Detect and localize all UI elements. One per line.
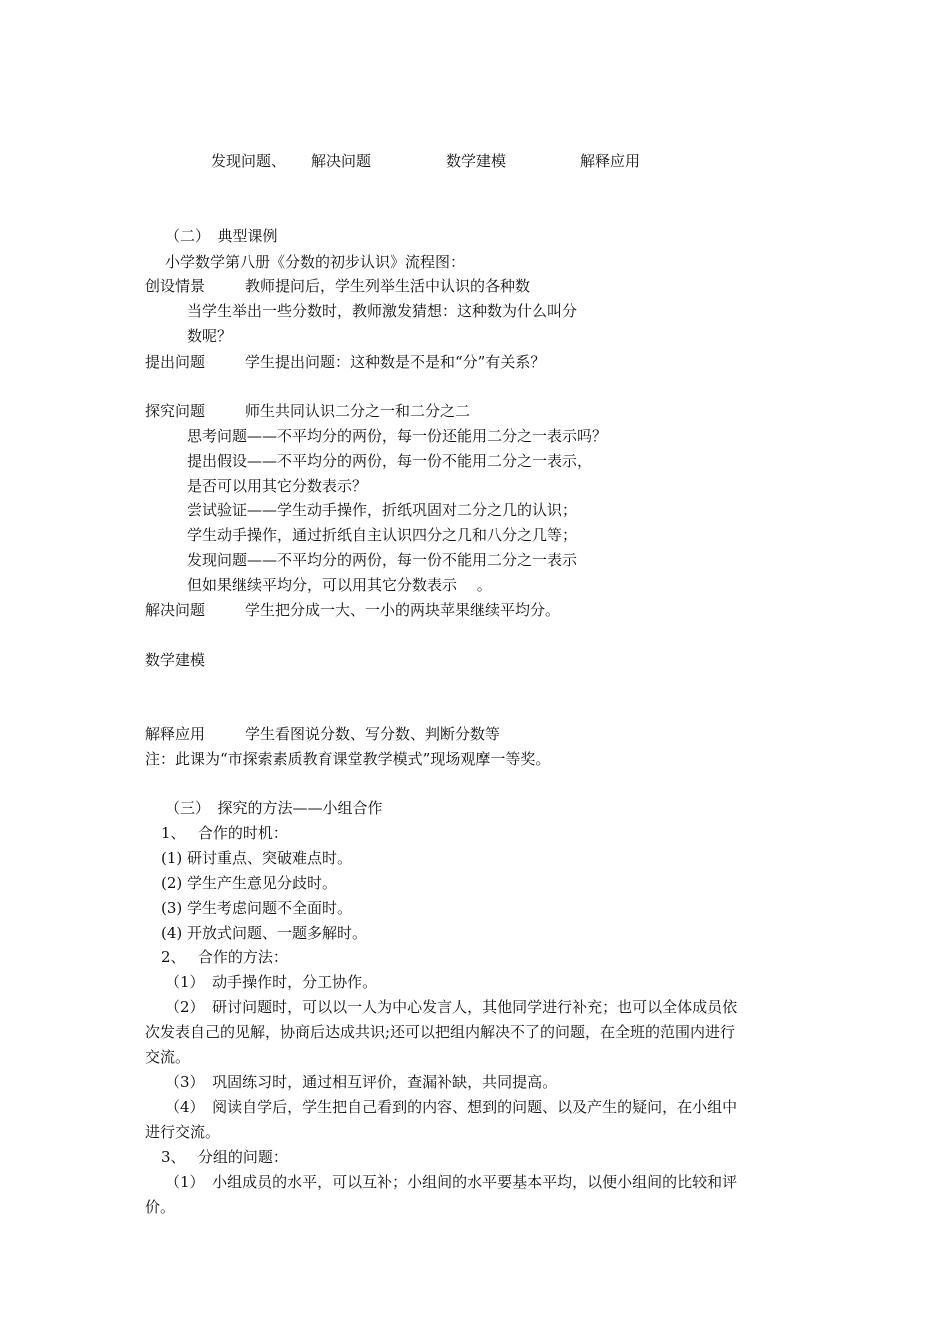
- stage-scene-sub: 数呢？: [187, 327, 233, 345]
- stage-scene: 创设情景: [145, 277, 206, 295]
- explore-line: 思考问题——不平均分的两份，每一份还能用二分之一表示吗？: [187, 427, 608, 445]
- stage-explore-text: 师生共同认识二分之一和二分之二: [245, 402, 471, 420]
- method-2-cont: 交流。: [145, 1048, 191, 1066]
- flow-step-discover: 发现问题、: [211, 152, 287, 170]
- section-2-heading: （二） 典型课例: [165, 227, 278, 245]
- stage-question: 提出问题: [145, 353, 206, 371]
- timing-item: (2) 学生产生意见分歧时。: [161, 874, 338, 892]
- method-4-cont: 进行交流。: [145, 1123, 221, 1141]
- explore-line: 但如果继续平均分，可以用其它分数表示 。: [187, 576, 492, 594]
- stage-model: 数学建模: [145, 651, 206, 669]
- flow-step-solve: 解决问题: [311, 152, 372, 170]
- stage-explore: 探究问题: [145, 402, 206, 420]
- timing-item: (4) 开放式问题、一题多解时。: [161, 924, 368, 942]
- method-1: （1） 动手操作时，分工协作。: [165, 973, 378, 991]
- method-4: （4） 阅读自学后，学生把自己看到的内容、想到的问题、以及产生的疑问，在小组中: [165, 1098, 738, 1116]
- explore-line: 学生动手操作，通过折纸自主认识四分之几和八分之几等；: [187, 526, 578, 544]
- flow-step-apply: 解释应用: [580, 152, 641, 170]
- grouping-1-cont: 价。: [145, 1198, 176, 1216]
- explore-line: 尝试验证——学生动手操作，折纸巩固对二分之几的认识；: [187, 501, 578, 519]
- method-2: （2） 研讨问题时，可以以一人为中心发言人，其他同学进行补充；也可以全体成员依: [165, 998, 738, 1016]
- explore-line: 提出假设——不平均分的两份，每一份不能用二分之一表示，: [187, 452, 593, 470]
- stage-scene-text: 教师提问后，学生列举生活中认识的各种数: [245, 277, 531, 295]
- grouping-1: （1） 小组成员的水平，可以互补；小组间的水平要基本平均，以便小组间的比较和评: [165, 1173, 738, 1191]
- section-2-intro: 小学数学第八册《分数的初步认识》流程图：: [165, 253, 466, 271]
- stage-scene-sub: 当学生举出一些分数时，教师激发猜想：这种数为什么叫分: [187, 302, 578, 320]
- section-3-heading: （三） 探究的方法——小组合作: [165, 799, 383, 817]
- explore-line: 发现问题——不平均分的两份，每一份不能用二分之一表示: [187, 551, 578, 569]
- award-note: 注：此课为“市探索素质教育课堂教学模式”现场观摩一等奖。: [145, 750, 551, 768]
- stage-apply: 解释应用: [145, 725, 206, 743]
- item-3-heading: 3、 分组的问题：: [161, 1148, 288, 1166]
- timing-item: (1) 研讨重点、突破难点时。: [161, 849, 353, 867]
- flow-step-model: 数学建模: [446, 152, 507, 170]
- timing-item: (3) 学生考虑问题不全面时。: [161, 899, 353, 917]
- stage-apply-text: 学生看图说分数、写分数、判断分数等: [245, 725, 501, 743]
- method-2-cont: 次发表自己的见解，协商后达成共识;还可以把组内解决不了的问题，在全班的范围内进行: [145, 1023, 736, 1041]
- item-1-heading: 1、 合作的时机：: [161, 824, 288, 842]
- stage-solve-text: 学生把分成一大、一小的两块苹果继续平均分。: [245, 601, 561, 619]
- stage-question-text: 学生提出问题：这种数是不是和“分”有关系？: [245, 353, 546, 371]
- item-2-heading: 2、 合作的方法：: [161, 948, 288, 966]
- stage-solve: 解决问题: [145, 601, 206, 619]
- explore-line: 是否可以用其它分数表示？: [187, 477, 368, 495]
- method-3: （3） 巩固练习时，通过相互评价，查漏补缺，共同提高。: [165, 1073, 558, 1091]
